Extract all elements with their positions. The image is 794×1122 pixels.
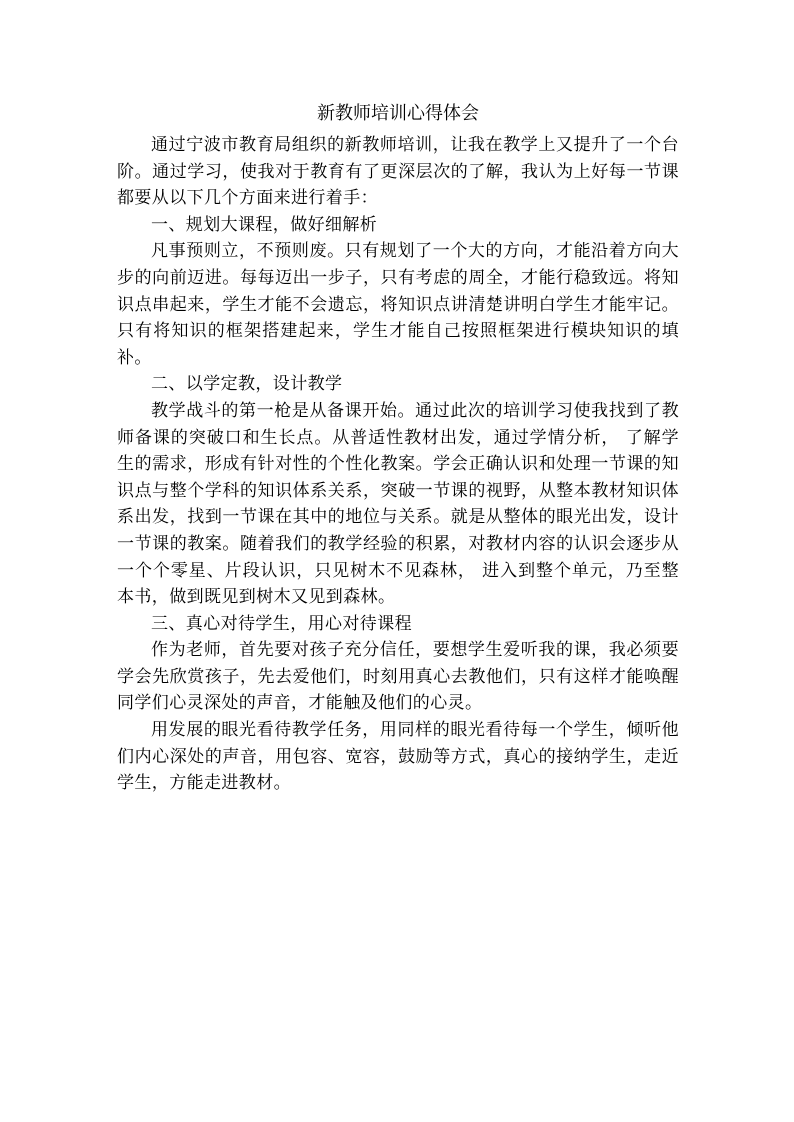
section-3-paragraph-2: 用发展的眼光看待教学任务，用同样的眼光看待每一个学生，倾听他们内心深处的声音，用包容、宽容，鼓励等方式，真心的接纳学生，走近学生，方能走进教材。 <box>117 720 679 794</box>
section-heading-2: 二、以学定教，设计教学 <box>151 374 343 395</box>
section-heading-1: 一、规划大课程，做好细解析 <box>151 214 378 235</box>
section-2-paragraph: 教学战斗的第一枪是从备课开始。通过此次的培训学习使我找到了教师备课的突破口和生长点。从普适性教材出发，通过学情分析， 了解学生的需求，形成有针对性的个性化教案。学会正确认识和处理一节课的知识点与整个学科的知识体系关系，突破一节课的视野，从整本教材知识体系出发，找到一节课在其中的地位与关系。就是从整体的眼光出发，设计一节课的教案。随着我们的教学经验的积累，对教材内容的认识会逐步从一个个零星、片段认识，只见树木不见森林， 进入到整个单元，乃至整本书，做到既见到树木又见到森林。 <box>117 400 679 608</box>
document-page <box>117 100 679 797</box>
section-3-paragraph-1: 作为老师，首先要对孩子充分信任，要想学生爱听我的课，我必须要学会先欣赏孩子，先去爱他们，时刻用真心去教他们，只有这样才能唤醒同学们心灵深处的声音，才能触及他们的心灵。 <box>117 640 679 714</box>
section-heading-3: 三、真心对待学生，用心对待课程 <box>151 613 412 634</box>
document-title: 新教师培训心得体会 <box>317 103 479 124</box>
section-1-paragraph: 凡事预则立，不预则废。只有规划了一个大的方向，才能沿着方向大步的向前迈进。每每迈出一步子，只有考虑的周全，才能行稳致远。将知识点串起来，学生才能不会遗忘，将知识点讲清楚讲明白学生才能牢记。只有将知识的框架搭建起来，学生才能自己按照框架进行模块知识的填补。 <box>117 241 679 368</box>
intro-paragraph: 通过宁波市教育局组织的新教师培训，让我在教学上又提升了一个台阶。通过学习，使我对于教育有了更深层次的了解，我认为上好每一节课都要从以下几个方面来进行着手： <box>117 135 679 209</box>
